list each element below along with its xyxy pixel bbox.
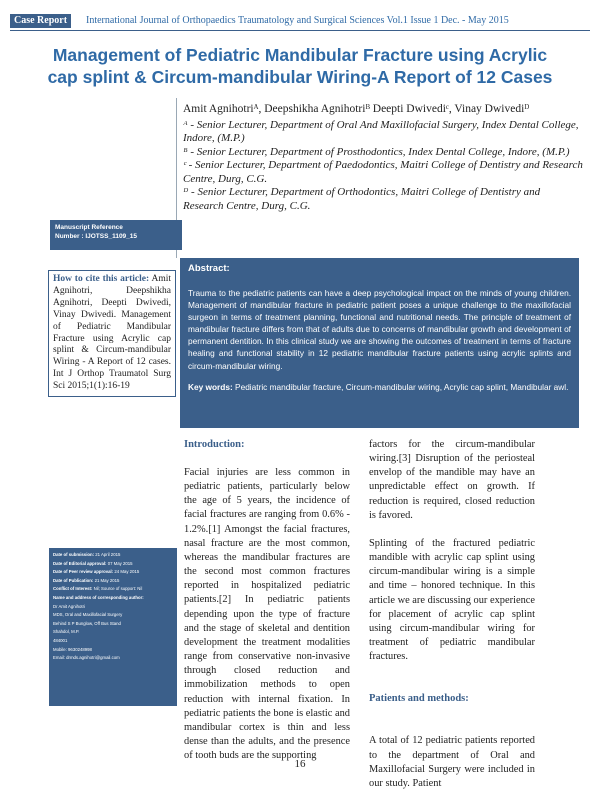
title-line-2: cap splint & Circum-mandibular Wiring-A Report of 12 Cases <box>47 67 553 87</box>
article-type-badge: Case Report <box>10 14 71 28</box>
abstract-heading: Abstract: <box>188 263 230 274</box>
title-line-1: Management of Pediatric Mandibular Fracture using Acrylic <box>52 45 548 65</box>
article-title <box>30 44 570 88</box>
affiliation-a: ᴬ - Senior Lecturer, Department of Oral And Maxillofacial Surgery, Index Dental College, Indore, (M.P.) <box>183 118 579 144</box>
header-rule <box>10 30 590 31</box>
info-line: Mobile: 9630248998 <box>53 646 92 652</box>
info-line: Date of Publication: 21 May 2015 <box>53 577 120 583</box>
introduction-paragraph-2: factors for the circum-mandibular wiring.[3] Disruption of the periosteal envelop of the mandible may have an unpredictable effect on growth. If reduction is required, closed reduction is favored. <box>369 439 535 521</box>
info-line: Date of submission: 21 April 2015 <box>53 552 121 557</box>
citation-text: Amit Agnihotri, Deepshikha Agnihotri, Deepti Dwivedi, Vinay Dwivedi. Management of Pediatric Mandibular Fracture using Acrylic cap splint & Circum-mandibular Wiring - A Report of 12 cases. Int J Orthop Traumatol Surg Sci 2015;1(1):16-19 <box>53 274 171 392</box>
introduction-paragraph-1: Facial injuries are less common in pediatric patients, particularly below the age of 5 years, the incidence of facial fractures are ranging from 0.6% - 1.2%.[1] Amongst the facial fractures, nasal fracture are the most common, whereas the mandibular fractures are the second most common fractures reported in hospitalized pediatric patients.[2] In pediatric patients depending upon the type of fracture and the stage of skeletal and dentition development the treatment modalities range from conservative non-invasive through closed reduction and immobilization methods to open reduction with internal fixation. In pediatric patients the bone is elastic and mandibular cortex is thin and less dense than the adults, and the presence of tooth buds are the supporting <box>184 467 350 762</box>
info-line: 484001 <box>53 637 68 643</box>
body-column-left <box>184 438 350 763</box>
keywords-label: Key words: <box>188 381 233 392</box>
info-line: Conflict of Interest: Nil; Source of support: Nil <box>53 586 143 592</box>
affiliation-d: ᴰ - Senior Lecturer, Department of Orthodontics, Maitri College of Dentistry and Research Centre, Durg, C.G. <box>183 186 541 212</box>
info-line: Shahdol, M.P. <box>53 629 80 635</box>
body-column-right <box>369 438 535 791</box>
running-header <box>10 14 592 28</box>
affiliation-c: ᶜ - Senior Lecturer, Department of Paedodontics, Maitri College of Dentistry and Research Centre, Durg, C.G. <box>183 159 583 185</box>
info-line: Name and address of corresponding author: <box>53 594 144 600</box>
methods-heading: Patients and methods: <box>369 693 469 705</box>
methods-paragraph-1: A total of 12 pediatric patients reported to the department of Oral and Maxillofacial Surgery were included in our study. Patient <box>369 735 535 789</box>
page-number: 16 <box>294 758 306 770</box>
author-block <box>183 103 583 213</box>
introduction-paragraph-3: Splinting of the fractured pediatric mandible with acrylic cap splint using circum-mandibular wiring is a simple and time – honored technique. In this article we are discussing our experience for placement of acrylic cap splint using circum-mandibular wiring for treatment of pediatric mandibular fractures. <box>369 537 535 663</box>
manuscript-reference-number: Number : IJOTSS_1109_15 <box>55 233 138 240</box>
citation-box <box>48 270 176 397</box>
citation-heading: How to cite this article: <box>53 274 150 284</box>
journal-name: International Journal of Orthopaedics Traumatology and Surgical Sciences Vol.1 Issue 1 Dec. - May 2015 <box>86 15 509 26</box>
keywords-text: Pediatric mandibular fracture, Circum-mandibular wiring, Acrylic cap splint, Mandibular awl. <box>235 381 569 392</box>
author-names: Amit Agnihotriᴬ, Deepshikha Agnihotriᴮ Deepti Dwivediᶜ, Vinay Dwivediᴰ <box>183 103 530 115</box>
manuscript-reference-box <box>50 220 182 250</box>
introduction-heading: Introduction: <box>184 439 245 450</box>
info-line: Date of Editorial approval: 07 May 2015 <box>53 560 133 566</box>
abstract-text: Trauma to the pediatric patients can have a deep psychological impact on the minds of young children. Management of mandibular fracture in pediatric patient poses a unique challenge to the maxillofacial surgeon in terms of treatment planning, functional and nutritional needs. The principle of treatment of mandibular fracture differs from that of adults due to concerns of mandibular growth and development of permanent dentition. In this clinical study we are showing the outcomes of treatment in terms of fracture healing and functional stability in 12 pediatric mandibular fracture patients using acrylic splints and circum-mandibular wiring. <box>188 288 571 371</box>
info-line: MDS, Oral and Maxillofacial Surgery <box>53 612 123 618</box>
abstract-box <box>180 258 579 428</box>
info-line: Dr Amit Agnihotri <box>53 603 85 609</box>
info-line: Date of Peer review approval: 24 May 2015 <box>53 569 140 575</box>
affiliation-b: ᴮ - Senior Lecturer, Department of Prosthodontics, Index Dental College, Indore, (M.P.) <box>183 145 570 158</box>
info-line: Behind S P Bunglow, Off Bus Stand <box>53 620 121 626</box>
article-info-sidebar <box>49 548 177 706</box>
keywords <box>188 381 571 393</box>
info-line: Email: drmds.agnihotri@gmail.com <box>53 655 120 661</box>
manuscript-reference-label: Manuscript Reference <box>55 224 123 231</box>
